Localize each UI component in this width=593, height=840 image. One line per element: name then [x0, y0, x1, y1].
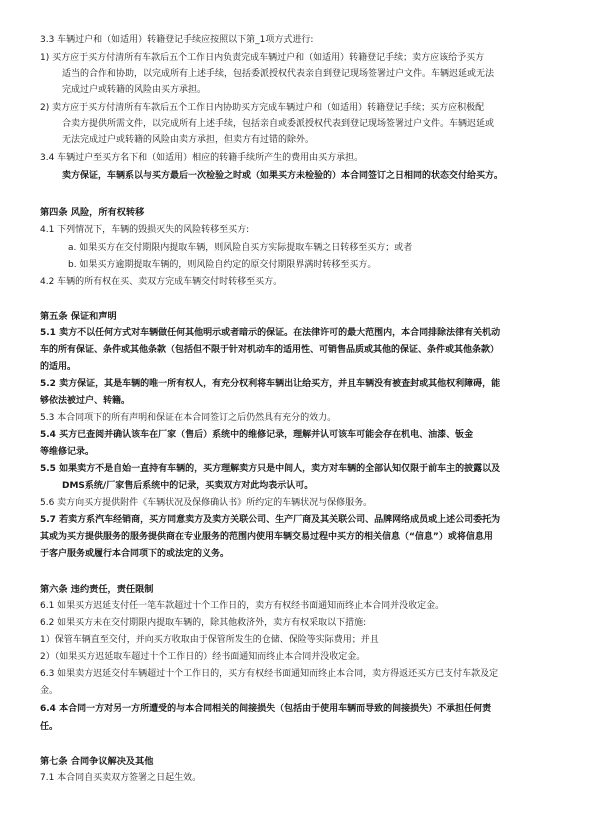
contract-text-line: 适当的合作和协助，以完成所有上述手续，包括委派授权代表亲自到登记现场签署过户文件。车辆迟延或无法 — [62, 69, 495, 79]
contract-text-line: a. 如果买方在交付期限内提取车辆，则风险自买方实际提取车辆之日转移至买方；或者 — [68, 243, 413, 253]
contract-text-line: 金。 — [40, 686, 59, 696]
contract-text-line: 6.4 本合同一方对另一方所遭受的与本合同相关的间接损失（包括由于使用车辆而导致的间接损失）不承担任何责 — [40, 704, 492, 714]
contract-text-line: 完成过户或转籍的风险由买方承担。 — [62, 85, 207, 95]
contract-text-line: 5.7 若卖方系汽车经销商，买方同意卖方及卖方关联公司、生产厂商及其关联公司、品牌网络成员或上述公司委托为 — [40, 515, 501, 525]
contract-text-line: 等维修记录。 — [40, 447, 95, 457]
contract-text-line: b. 如果买方逾期提取车辆的，则风险自约定的原交付期限界满时转移至买方。 — [68, 260, 377, 270]
contract-text-line: 1) 买方应于买方付清所有车款后五个工作日内负责完成车辆过户和（如适用）转籍登记手续；卖方应该给予买方 — [40, 53, 485, 63]
contract-text-line: 5.5 如果卖方不是自始一直持有车辆的，买方理解卖方只是中间人，卖方对车辆的全部认知仅限于前车主的披露以及 — [40, 464, 501, 474]
contract-text-line: 2）（如果买方迟延取车超过十个工作日的）经书面通知而终止本合同并没收定金。 — [40, 652, 366, 662]
contract-text-line: 的适用。 — [40, 362, 77, 372]
contract-text-line: 任。 — [40, 722, 59, 732]
section-heading: 第四条 风险，所有权转移 — [40, 207, 145, 218]
section-heading: 第七条 合同争议解决及其他 — [40, 756, 154, 767]
contract-text-line: 6.2 如果买方未在交付期限内提取车辆的，除其他救济外，卖方有权采取以下措施: — [40, 618, 367, 628]
contract-text-line: 5.2 卖方保证，其是车辆的唯一所有权人，有充分权利将车辆出让给买方，并且车辆没有被查封或其他权利障碍，能 — [40, 379, 501, 389]
contract-text-line: 6.1 如果买方迟延支付任一笔车款超过十个工作日的，卖方有权经书面通知而终止本合同并没收定金。 — [40, 601, 445, 611]
contract-text-line: 无法完成过户或转籍的风险由卖方承担，但卖方有过错的除外。 — [62, 135, 315, 145]
contract-text-line: 4.1 下列情况下，车辆的毁损灭失的风险转移至买方: — [40, 225, 250, 235]
contract-text-line: 够依法被过户、转籍。 — [40, 396, 131, 406]
contract-text-line: 5.1 卖方不以任何方式对车辆做任何其他明示或者暗示的保证。在法律许可的最大范围内，本合同排除法律有关机动 — [40, 328, 501, 338]
contract-text-line: 5.4 买方已查阅并确认该车在厂家（售后）系统中的维修记录，理解并认可该车可能会存在机电、油漆、钣金 — [40, 430, 474, 440]
section-heading: 第六条 违约责任，责任限制 — [40, 584, 154, 595]
contract-text-line: 合卖方提供所需文件，以完成所有上述手续，包括亲自或委派授权代表到登记现场签署过户文件。车辆迟延或 — [62, 119, 495, 129]
contract-text-line: 1）保管车辆直至交付，并向买方收取由于保管所发生的仓储、保险等实际费用；并且 — [40, 635, 379, 645]
contract-text-line: 4.2 车辆的所有权在买、卖双方完成车辆交付时转移至买方。 — [40, 277, 283, 287]
contract-text-line: 7.1 本合同自买卖双方签署之日起生效。 — [40, 773, 202, 783]
contract-text-line: 3.4 车辆过户至买方名下和（如适用）相应的转籍手续所产生的费用由买方承担。 — [40, 153, 364, 163]
contract-text-line: 于客户服务或履行本合同项下的或法定的义务。 — [40, 549, 230, 559]
contract-text-line: DMS系统/厂家售后系统中的记录，买卖双方对此均表示认可。 — [62, 481, 314, 491]
contract-text-line: 车的所有保证、条件或其他条款（包括但不限于针对机动车的适用性、可销售品质或其他的保证、条件或其他条款） — [40, 345, 500, 355]
contract-text-line: 卖方保证，车辆系以与买方最后一次检验之时或（如果买方未检验的）本合同签订之日相同的状态交付给买方。 — [62, 171, 504, 181]
contract-text-line: 3.3 车辆过户和（如适用）转籍登记手续应按照以下第_1项方式进行: — [40, 35, 314, 45]
contract-text-line: 6.3 如果卖方迟延交付车辆超过十个工作日的，买方有权经书面通知而终止本合同，卖方得返还买方已支付车款及定 — [40, 669, 499, 679]
section-heading: 第五条 保证和声明 — [40, 311, 117, 322]
contract-text-line: 2) 卖方应于买方付清所有车款后五个工作日内协助买方完成车辆过户和（如适用）转籍登记手续；买方应积极配 — [40, 103, 485, 113]
contract-text-line: 5.6 卖方向买方提供附件《车辆状况及保修确认书》所约定的车辆状况与保修服务。 — [40, 498, 373, 508]
contract-text-line: 5.3 本合同项下的所有声明和保证在本合同签订之后仍然具有充分的效力。 — [40, 413, 337, 423]
contract-text-line: 其或为买方提供服务的服务提供商在专业服务的范围内使用车辆交易过程中买方的相关信息（“信息”）或将信息用 — [40, 532, 493, 542]
